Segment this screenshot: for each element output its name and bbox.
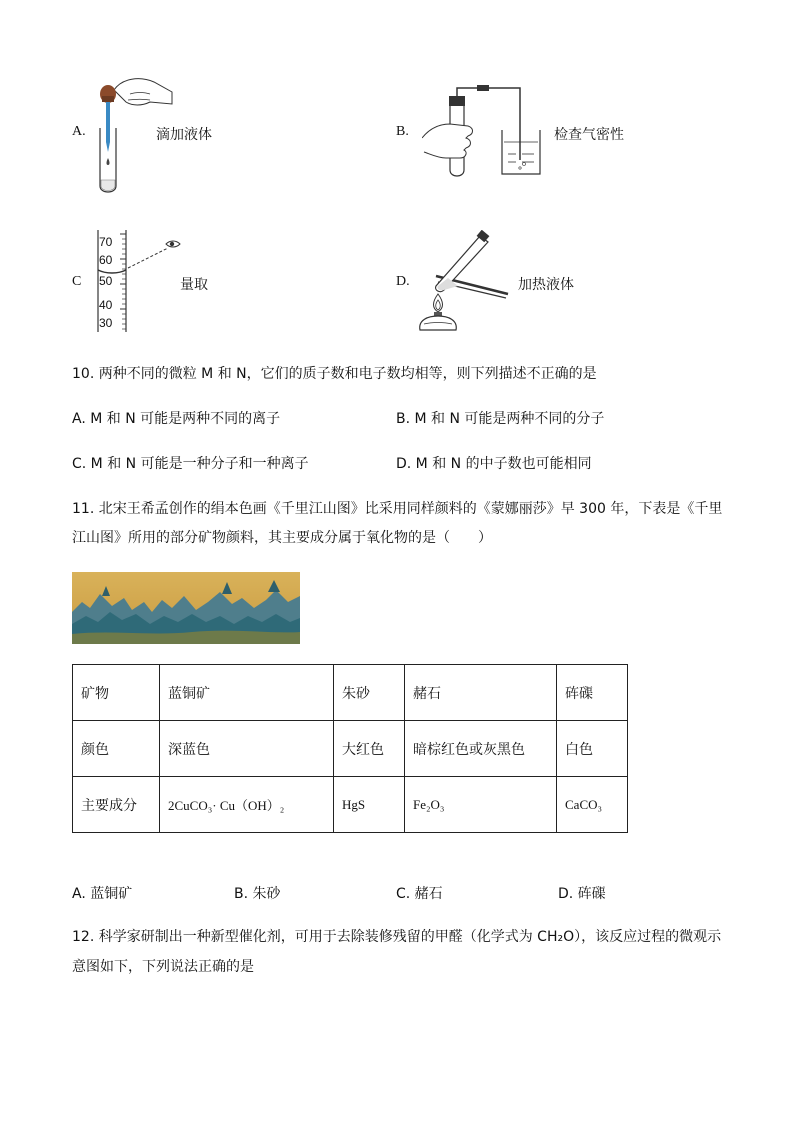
option-a-letter: A. (72, 124, 86, 139)
option-a (70, 72, 370, 197)
tick-label-30: 30 (99, 316, 113, 330)
landscape-painting-image (72, 572, 300, 644)
tick-label-50: 50 (99, 274, 113, 288)
tick-label-60: 60 (99, 253, 113, 267)
option-d-letter: D. (396, 274, 410, 289)
option-c (70, 228, 370, 336)
q10-option-d: D. M 和 N 的中子数也可能相同 (396, 456, 592, 472)
q11-choice-c: C. 赭石 (396, 886, 443, 902)
q11-choice-b: B. 朱砂 (234, 886, 281, 902)
table-cell: Fe₂O₃ (405, 777, 557, 833)
q12-stem-line1: 12. 科学家研制出一种新型催化剂，可用于去除装修残留的甲醛（化学式为 CH₂O），该反应过程的微观示 (72, 929, 722, 945)
option-b-letter: B. (396, 124, 409, 139)
option-d (396, 230, 696, 335)
table-row (73, 721, 628, 777)
table-cell: 颜色 (73, 721, 160, 777)
table-cell: 蓝铜矿 (160, 665, 334, 721)
q10-stem: 10. 两种不同的微粒 M 和 N，它们的质子数和电子数均相等，则下列描述不正确的是 (72, 366, 597, 382)
q11-stem-line2: 江山图》所用的部分矿物颜料，其主要成分属于氧化物的是（ ） (72, 530, 492, 546)
q11-stem-line1: 11. 北宋王希孟创作的绢本色画《千里江山图》比采用同样颜料的《蒙娜丽莎》早 300 年，下表是《千里 (72, 501, 723, 517)
table-cell: HgS (334, 777, 405, 833)
table-cell: 赭石 (405, 665, 557, 721)
option-c-letter: C (72, 274, 82, 289)
table-cell: 矿物 (73, 665, 160, 721)
table-cell: CaCO₃ (557, 777, 628, 833)
option-b (396, 82, 696, 182)
option-c-text: 量取 (180, 277, 208, 293)
table-cell: 朱砂 (334, 665, 405, 721)
airtightness-illustration (422, 82, 572, 182)
table-cell: 砗磲 (557, 665, 628, 721)
heating-liquid-illustration (414, 230, 524, 335)
table-cell: 主要成分 (73, 777, 160, 833)
tick-label-40: 40 (99, 298, 113, 312)
option-a-text: 滴加液体 (156, 127, 212, 143)
q11-choice-a: A. 蓝铜矿 (72, 886, 133, 902)
table-cell: 大红色 (334, 721, 405, 777)
q12-stem-line2: 意图如下，下列说法正确的是 (72, 959, 254, 975)
option-d-text: 加热液体 (518, 277, 574, 293)
minerals-table (72, 664, 628, 833)
q10-option-c: C. M 和 N 可能是一种分子和一种离子 (72, 456, 309, 472)
option-b-text: 检查气密性 (554, 127, 624, 143)
q10-option-a: A. M 和 N 可能是两种不同的离子 (72, 411, 281, 427)
q11-choice-d: D. 砗磲 (558, 886, 606, 902)
table-cell: 深蓝色 (160, 721, 334, 777)
q10-option-b: B. M 和 N 可能是两种不同的分子 (396, 411, 605, 427)
table-cell: 白色 (557, 721, 628, 777)
table-row (73, 665, 628, 721)
table-row (73, 777, 628, 833)
table-cell: 暗棕红色或灰黑色 (405, 721, 557, 777)
table-cell: 2CuCO₃· Cu（OH）₂ (160, 777, 334, 833)
tick-label-70: 70 (99, 235, 113, 249)
